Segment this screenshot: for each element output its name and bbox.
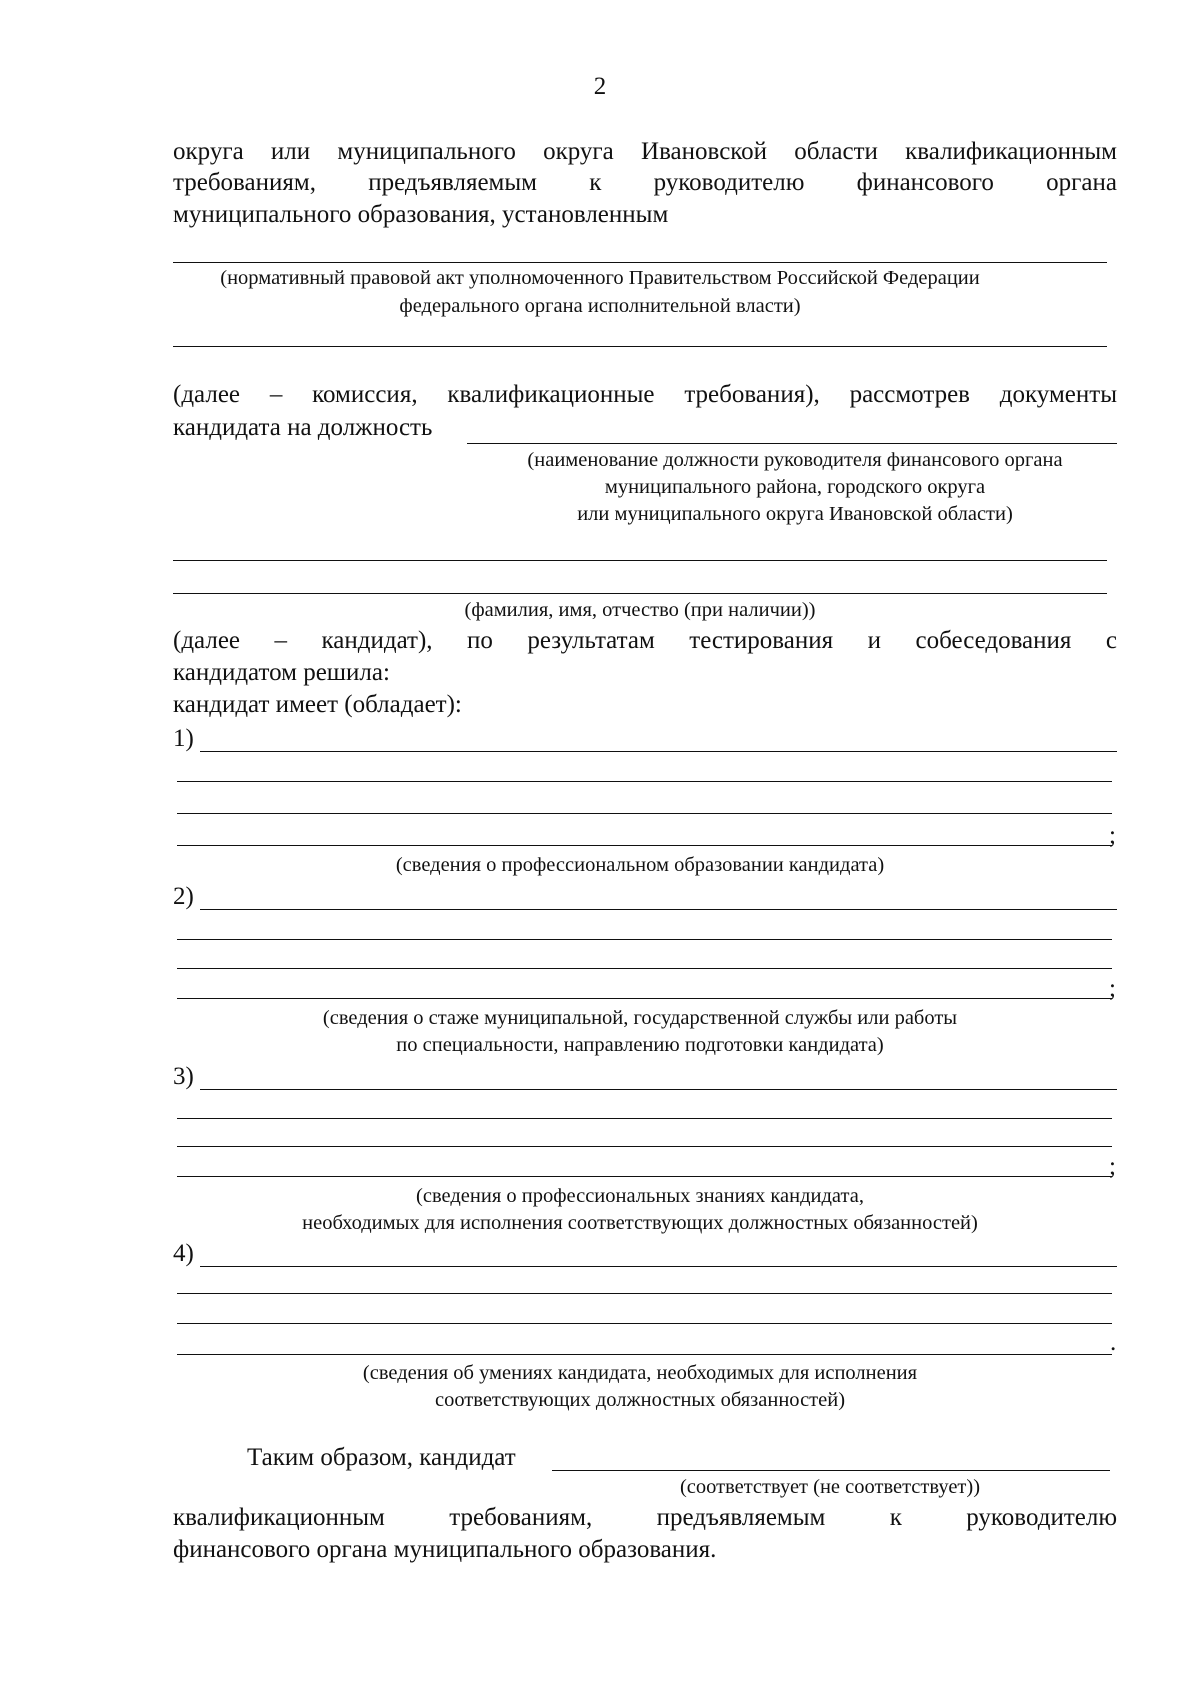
conclusion-input-line[interactable]	[552, 1470, 1110, 1471]
candidate-line-3: кандидат имеет (обладает):	[173, 691, 462, 718]
intro-line-2: требованиям, предъявляемым к руководителю финансового органа	[173, 169, 1117, 196]
item-4-line-4[interactable]	[177, 1354, 1112, 1355]
name-input-line[interactable]	[173, 593, 1107, 594]
item-2-line-3[interactable]	[177, 968, 1112, 969]
item-3-caption-line-2: необходимых для исполнения соответствующих должностных обязанностей)	[302, 1212, 978, 1234]
commission-line-1: (далее – комиссия, квалификационные требования), рассмотрев документы	[173, 381, 1117, 408]
page-number: 2	[593, 73, 607, 100]
caption-position-line-2: муниципального района, городского округа	[604, 476, 986, 498]
item-1-line-2[interactable]	[177, 781, 1112, 782]
intro-line-3: муниципального образования, установленным	[173, 201, 669, 228]
commission-line-2: кандидата на должность	[173, 414, 433, 441]
conclusion-lead: Таким образом, кандидат	[247, 1444, 516, 1471]
intro-line-1: округа или муниципального округа Ивановской области квалификационным	[173, 138, 1117, 165]
candidate-line-1: (далее – кандидат), по результатам тестирования и собеседования с	[173, 627, 1117, 654]
item-3-label: 3)	[173, 1063, 194, 1090]
item-1-line-4[interactable]	[177, 845, 1112, 846]
conclusion-line-1: квалификационным требованиям, предъявляемым к руководителю	[173, 1504, 1117, 1531]
item-1-label: 1)	[173, 725, 194, 752]
act-input-line-2[interactable]	[173, 346, 1107, 347]
item-4-line-2[interactable]	[177, 1293, 1112, 1294]
act-input-line[interactable]	[173, 262, 1107, 263]
caption-act-line-1: (нормативный правовой акт уполномоченного Правительством Российской Федерации	[220, 267, 980, 289]
item-4-line-1[interactable]	[200, 1266, 1117, 1267]
item-4-label: 4)	[173, 1240, 194, 1267]
conclusion-line-2: финансового органа муниципального образования.	[173, 1536, 717, 1563]
item-2-caption-line-2: по специальности, направлению подготовки кандидата)	[396, 1034, 884, 1056]
item-3-caption-line-1: (сведения о профессиональных знаниях кандидата,	[416, 1185, 864, 1207]
item-4-end: .	[1110, 1329, 1117, 1356]
item-1-line-1[interactable]	[200, 751, 1117, 752]
item-3-end: ;	[1109, 1153, 1116, 1180]
conclusion-caption: (соответствует (не соответствует))	[679, 1476, 981, 1498]
caption-position-line-3: или муниципального округа Ивановской области)	[577, 503, 1013, 525]
caption-name: (фамилия, имя, отчество (при наличии))	[464, 599, 816, 621]
item-2-line-2[interactable]	[177, 939, 1112, 940]
item-1-end: ;	[1109, 822, 1116, 849]
item-3-line-1[interactable]	[200, 1089, 1117, 1090]
item-1-line-3[interactable]	[177, 813, 1112, 814]
position-input-line-2[interactable]	[173, 560, 1107, 561]
item-3-line-3[interactable]	[177, 1146, 1112, 1147]
position-input-line[interactable]	[467, 443, 1117, 444]
item-2-label: 2)	[173, 883, 194, 910]
item-4-caption-line-1: (сведения об умениях кандидата, необходимых для исполнения	[362, 1362, 918, 1384]
item-3-line-2[interactable]	[177, 1118, 1112, 1119]
item-4-caption-line-2: соответствующих должностных обязанностей)	[434, 1389, 846, 1411]
candidate-line-2: кандидатом решила:	[173, 659, 390, 686]
item-2-line-1[interactable]	[200, 909, 1117, 910]
item-3-line-4[interactable]	[177, 1176, 1112, 1177]
item-4-line-3[interactable]	[177, 1323, 1112, 1324]
item-2-line-4[interactable]	[177, 998, 1112, 999]
caption-act-line-2: федерального органа исполнительной власти)	[399, 295, 801, 317]
caption-position-line-1: (наименование должности руководителя финансового органа	[527, 449, 1063, 471]
item-1-caption: (сведения о профессиональном образовании кандидата)	[395, 854, 885, 876]
item-2-caption-line-1: (сведения о стаже муниципальной, государственной службы или работы	[322, 1007, 958, 1029]
item-2-end: ;	[1109, 975, 1116, 1002]
